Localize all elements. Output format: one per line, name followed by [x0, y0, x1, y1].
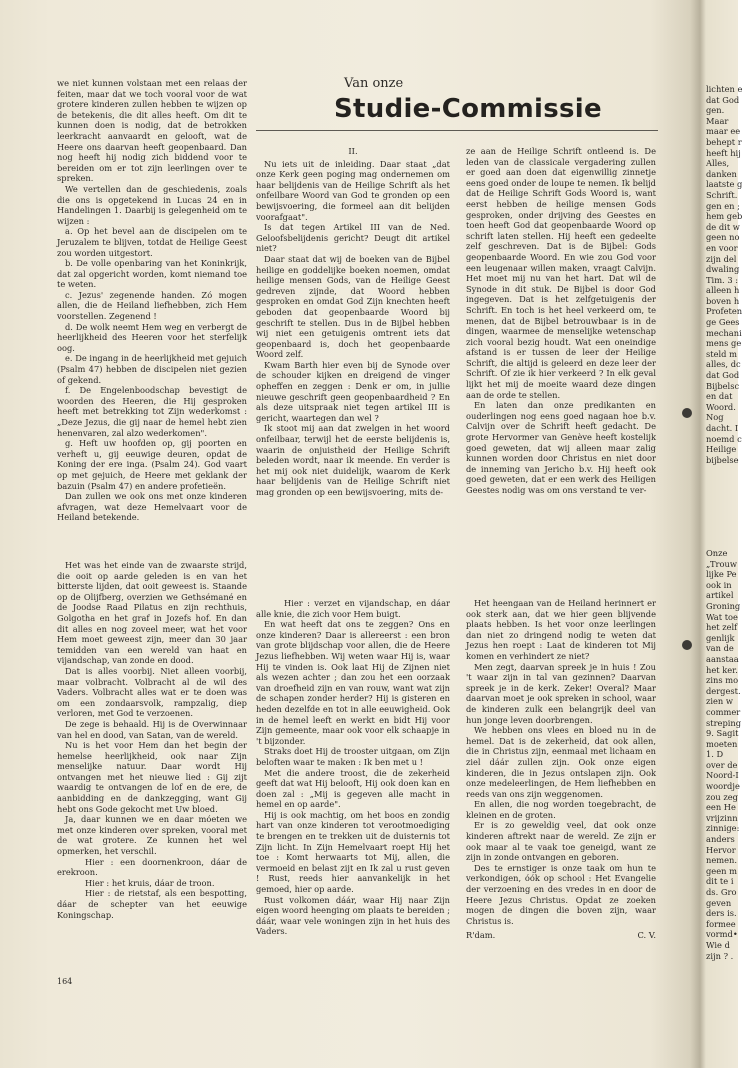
edge-line: behept r [706, 136, 742, 147]
edge-line: gen en ; [706, 200, 740, 211]
signature-place: R'dam. [466, 930, 496, 941]
column-5-text [466, 598, 656, 973]
section-number: II. [348, 146, 358, 156]
edge-line: 9. Sagit [706, 728, 739, 739]
contrast-line: Hier : een doornenkroon, dáar de erekroon. [57, 856, 247, 878]
edge-line: nemen. [706, 855, 738, 866]
edge-line: dwaling [706, 264, 740, 275]
edge-line: zijn del [706, 253, 737, 264]
edge-line: Bijbelsc [706, 380, 740, 391]
paragraph: Straks doet Hij de trooster uitgaan, om Zijn beloften waar te maken : Ik ben met u ! [256, 746, 450, 767]
column-4-text [256, 598, 450, 968]
edge-line: ds. Gro [706, 887, 737, 897]
paragraph: We vertellen dan de geschiedenis, zoals die ons is opgetekend in Lucas 24 en in Handelingen 1. Daarbij is gelegenheid om te wijzen : [57, 183, 247, 226]
edge-line: mechani [706, 327, 742, 338]
title-divider [256, 130, 658, 131]
paragraph: Het heengaan van de Heiland herinnert er ook sterk aan, dat we hier geen blijvende plaats hebben. Is het voor onze leerlingen dan niet zo dringend nodig te weten dat Jezus hen roept : Laat de kinderen tot Mij komen en verhindert ze niet? [466, 598, 656, 661]
edge-line: Woord. [706, 401, 736, 412]
edge-line: en dat [706, 391, 733, 402]
list-item: a. Op het bevel aan de discipelen om te Jeruzalem te blijven, totdat de Heilige Geest zou worden uitgestort. [57, 226, 247, 258]
edge-line: Schrift. [706, 189, 738, 200]
edge-line: zou zeg [706, 791, 738, 802]
edge-line: hem geb [706, 211, 742, 222]
contrast-line: Hier : het kruis, dáar de troon. [85, 877, 215, 888]
edge-line: dat God [706, 94, 740, 105]
edge-line: en voor [706, 242, 738, 253]
paragraph: Het was het einde van de zwaarste strijd, die ooit op aarde geleden is en van het bitterste lijden, dat ooit geweest is. Staande op de Olijfberg, overzien we Gethsémané en de Joodse Raad Pilatus en zijn rechthuis, Golgotha en het graf in Jozefs hof. En dan dit alles en nog zoveel meer, wat het voor Hem moet geweest zijn, meer dan 30 jaar temidden van een wereld van haat en vijandschap, van zonde en dood. [57, 560, 247, 666]
paragraph: En wat heeft dat ons te zeggen? Ons en onze kinderen? Daar is allereerst : een bron van grote blijdschap voor allen, die de Heere Jezus liefhebben. Wij weten waar Hij is, waar Hij te vinden is. Ook laat Hij de Zijnen niet als wezen achter ; dan zou het een oorzaak van droefheid zijn en van rouw, want wat zijn de schapen zonder herder? Hij is gisteren en heden dezelfde en tot in alle eeuwigheid. Ook in de hemel leeft en werkt en bidt Hij voor Zijn gemeente, maar ook voor elk schaapje in 't bijzonder. [256, 619, 450, 746]
list-item: d. De wolk neemt Hem weg en verbergt de heerlijkheid des Heeren voor het sterfelijk oog. [57, 321, 247, 353]
adjacent-page-fragment-top [706, 84, 742, 465]
paragraph: Is dat tegen Artikel III van de Ned. Geloofsbelijdenis gericht? Deugt dit artikel niet? [256, 222, 450, 254]
paragraph: Dan zullen we ook ons met onze kinderen afvragen, wat deze Hemelvaart voor de Heiland betekende. [57, 491, 247, 523]
edge-line: maar ee [706, 126, 741, 137]
edge-line: „Trouw [706, 558, 737, 569]
edge-line: zien w [706, 696, 734, 707]
edge-line: het zelf [706, 622, 738, 633]
edge-line: dacht. I [706, 423, 739, 433]
edge-line: artikel [706, 590, 734, 601]
edge-line: Alles, [706, 158, 730, 169]
paragraph: we niet kunnen volstaan met een relaas der feiten, maar dat we toch vooral voor de wat grotere kinderen zullen hebben te wijzen op de betekenis, die dit alles heeft. Om dit te kunnen doen is nodig, dat de betrokken leerkracht aanvaardt en gelooft, wat de Heere ons daarvan heeft geopenbaard. Dan nog heeft hij nodig zich biddend voor te bereiden om er tot zijn leerlingen over te spreken. [57, 78, 247, 184]
edge-line: lijke Pe [706, 569, 737, 580]
paragraph: Ja, daar kunnen we en daar móeten we met onze kinderen over spreken, vooral met de wat grotere. Ze kunnen het wel opmerken, het verschil. [57, 814, 247, 857]
contrast-line: Hier : de rietstaf, als een bespotting, dáar de schepter van het eeuwige Koningschap. [57, 888, 247, 920]
edge-line: van de [706, 643, 734, 654]
edge-line: gen. [706, 105, 725, 116]
edge-line: vrijzinn [706, 812, 738, 823]
list-item: c. Jezus' zegenende handen. Zó mogen allen, die de Heiland liefhebben, zich Hem voorstellen. Zegenend ! [57, 289, 247, 322]
binding-hole-icon [682, 640, 692, 650]
paragraph: En laten dan onze predikanten en ouderlingen nog eens goed nagaan hoe b.v. Calvijn over de Schrift heeft gedacht. De grote Hervormer van Genève heeft kostelijk goed geweten, dat wij alleen maar zalig kunnen worden door Christus en niet door de inneming van Jericho b.v. Hij heeft ook goed geweten, dat er een werk des Heiligen Geestes nodig was om ons verstand te ver- [466, 400, 656, 495]
paragraph: Nu is het voor Hem dan het begin der hemelse heerlijkheid, ook naar Zijn menselijke natuur. Daar wordt Hij ontvangen met het nieuwe lied : Gij zijt waardig te ontvangen de lof en de ere, de aanbidding en de dankzegging, want Gij hebt ons Gode gekocht met Uw bloed. [57, 740, 247, 814]
edge-line: anders [706, 834, 735, 845]
edge-line: moeten [706, 738, 738, 749]
edge-line: Wie d [706, 939, 730, 950]
edge-line: streping [706, 717, 742, 728]
edge-line: dit te i [706, 876, 734, 887]
column-3-text [466, 146, 656, 566]
edge-line: zins mo [706, 675, 739, 686]
paragraph: Nu iets uit de inleiding. Daar staat „dat onze Kerk geen poging mag ondernemen om haar belijdenis van de Heilige Schrift als het onfeilbare Woord van God te gronden op een bewijsvoering, die formeel aan dit belijden voorafgaat". [256, 158, 450, 222]
edge-line: Groning [706, 600, 741, 611]
signature-initials: C. V. [637, 930, 656, 941]
paragraph: Kwam Barth hier even bij de Synode over de schouder kijken en dreigend de vinger opheffen en zeggen : Denk er om, in jullie nieuwe geschrift geen geopenbaardheid ? En als deze uitspraak niet tegen artikel III is gericht, waartegen dan wel ? [256, 359, 450, 423]
edge-line: Tim. 3 : [706, 274, 739, 285]
edge-line: boven h [706, 295, 740, 306]
paragraph: Ik stoot mij aan dat zwelgen in het woord onfeilbaar, terwijl het de eerste belijdenis is, waarin de onjuistheid der Heilige Schrift beleden wordt, naar ik meende. En verder is het mij ook niet duidelijk, waarom de Kerk haar belijdenis van de Heilige Schrift niet mag gronden op een bewijsvoering, mits de- [256, 423, 450, 497]
edge-line: over de [706, 759, 738, 770]
edge-line: vormd• [706, 929, 738, 940]
paragraph: Des te ernstiger is onze taak om hun te verkondigen, óók op school : Het Evangelie der verzoening en des vredes in en door de Heere Jezus Christus. Opdat ze zoeken mogen de dingen die boven zijn, waar Christus is. [466, 862, 656, 926]
edge-line: dergest. [706, 685, 741, 696]
edge-line: zijn ? . [706, 950, 734, 961]
binding-hole-icon [682, 408, 692, 418]
edge-line: Profeten [706, 306, 742, 317]
edge-line: Wat toe [706, 611, 738, 622]
page-number: 164 [57, 977, 73, 986]
list-item: g. Heft uw hoofden op, gij poorten en verheft u, gij eeuwige deuren, opdat de Koning der ere inga. (Psalm 24). God vaart op met gejuich, de Heere met geklank der bazuin (Psalm 47) en andere profetieën. [57, 438, 247, 491]
contrast-line: Hier : verzet en vijandschap, en dáar alle knie, die zich voor Hem buigt. [256, 598, 450, 619]
edge-line: Noord-I [706, 770, 739, 781]
edge-line: formee [706, 918, 736, 929]
edge-line: Nog [706, 412, 724, 423]
paragraph: De zege is behaald. Hij is de Overwinnaar van hel en dood, van Satan, van de wereld. [57, 718, 247, 740]
edge-line: woordje [706, 781, 740, 792]
edge-line: danken [706, 168, 737, 179]
edge-line: genlijk [706, 632, 735, 643]
column-1-lower-text [57, 560, 247, 980]
paragraph: Men zegt, daarvan spreek je in huis ! Zou 't waar zijn in tal van gezinnen? Daarvan spreek je in de kerk. Zeker! Overal? Maar daarvan moet je ook spreken in school, waar de kinderen zulk een belangrijk deel van hun jonge leven doorbrengen. [466, 661, 656, 725]
edge-line: het ker. [706, 664, 738, 675]
adjacent-page-fragment-bottom [706, 548, 740, 968]
edge-line: alles, dc [706, 359, 741, 370]
paragraph: Met die andere troost, die de zekerheid geeft dat wat Hij belooft, Hij ook doen kan en doen zal : „Mij is gegeven alle macht in hemel en op aarde". [256, 767, 450, 810]
list-item: e. De ingang in de heerlijkheid met gejuich (Psalm 47) hebben de discipelen niet gezien of gekend. [57, 353, 247, 385]
edge-line: Heilige [706, 444, 737, 455]
edge-line: geven [706, 897, 732, 908]
paragraph: We hebben ons vlees en bloed nu in de hemel. Dat is de zekerheid, dat ook allen, die in Christus zijn, eenmaal met lichaam en ziel dáár zullen zijn. Ook onze eigen kinderen, die in Jezus ontslapen zijn. Ook onze medeleerlingen, de Hem liefhebben en reeds van ons zijn weggenomen. [466, 725, 656, 799]
edge-line: ge Gees [706, 317, 740, 328]
edge-line: commer [706, 706, 741, 717]
column-2-text [256, 146, 450, 566]
edge-line: heeft hij [706, 147, 741, 158]
edge-line: de dit w [706, 221, 740, 232]
list-item: f. De Engelenboodschap bevestigt de woorden des Heeren, die Hij gesproken heeft met betrekking tot Zijn wederkomst : „Deze Jezus, die gij naar de hemel hebt zien henenvaren, zal alzo wederkomen". [57, 385, 247, 438]
column-kicker: Van onze [344, 76, 404, 91]
edge-line: dat God [706, 370, 740, 381]
edge-line: Maar [706, 115, 729, 126]
paragraph: ze aan de Heilige Schrift ontleend is. De leden van de classicale vergadering zullen er goed aan doen dat eigenwillig zinnetje eens goed onder de loupe te nemen. Ik belijd dat de Heilige Schrift Gods Woord is, want eerst hebben de heilige mensen Gods gesproken, onder drijving des Geestes en toen heeft God dat geopenbaarde Woord op schrift laten stellen. Hij heeft een gedeelte zelf geschreven. Dat is de Bijbel: Gods geopenbaarde Woord. En wie zou God voor een leugenaar willen maken, vraagt Calvijn. Het moet mij nu van het hart. Dat wil de Synode in dit stuk. De Bijbel is door God ingegeven. Dat is het zelfgetuigenis der Schrift. En toch is het heel verkeerd om, te menen, dat de Bijbel betrouwbaar is in de dingen, waarmee de menselijke wetenschap zich vooral bezig houdt. Wat een oneindige afstand is er tussen de leer der Heilige Schrift, die altijd is geleerd en deze leer der Schrift. Of zie ik hier verkeerd ? In elk geval lijkt het mij de moeite waard deze dingen aan de orde te stellen. [466, 146, 656, 400]
edge-line: zinnige: [706, 823, 740, 834]
edge-line: bijbelse [706, 454, 739, 465]
page-title: Studie-Commissie [334, 94, 602, 124]
list-item: b. De volle openbaring van het Koninkrijk, dat zal opgericht worden, komt niemand toe te weten. [57, 258, 247, 290]
edge-line: geen no [706, 232, 740, 243]
edge-line: ders is. [706, 908, 737, 919]
edge-line: ook in [706, 579, 732, 590]
edge-line: steld m [706, 348, 737, 359]
edge-line: mens ge [706, 338, 742, 349]
paragraph: Rust volkomen dáár, waar Hij naar Zijn eigen woord heenging om plaats te bereiden ; dáár, waar vele woningen zijn in het huis des Vaders. [256, 894, 450, 937]
edge-line: 1. D [706, 749, 724, 760]
paragraph: Er is zo geweldig veel, dat ook onze kinderen aftrekt naar de wereld. Ze zijn er ook maar al te vaak toe geneigd, want ze zijn in zonde ontvangen en geboren. [466, 820, 656, 863]
edge-line: een He [706, 802, 736, 813]
paragraph: Daar staat dat wij de boeken van de Bijbel heilige en goddelijke boeken noemen, omdat heilige mensen Gods, van de Heilige Geest gedreven zijnde, dat Woord hebben gesproken en omdat God Zijn knechten heeft geboden dat geopenbaarde Woord bij geschrift te stellen. Dus in de Bijbel hebben wij niet een getuigenis omtrent iets dat geopenbaard is, doch het geopenbaarde Woord zelf. [256, 253, 450, 360]
edge-line: alleen h [706, 285, 740, 296]
edge-line: Hervor [706, 844, 736, 855]
signature-line [466, 930, 656, 941]
edge-line: lichten e [706, 84, 742, 94]
edge-line: Onze [706, 548, 728, 558]
paragraph: Hij is ook machtig, om het boos en zondig hart van onze kinderen tot verootmoediging te brengen en te trekken uit de duisternis tot Zijn licht. In Zijn Hemelvaart roept Hij het toe : Komt herwaarts tot Mij, allen, die vermoeid en belast zijt en Ik zal u rust geven ! Rust, reeds hier aanvankelijk in het gemoed, hier op aarde. [256, 809, 450, 895]
edge-line: geen m [706, 865, 737, 876]
edge-line: aanstaa [706, 653, 739, 664]
edge-line: laatste g [706, 179, 742, 190]
column-1-text [57, 78, 247, 598]
paragraph: Dat is alles voorbij. Niet alleen voorbij, maar volbracht. Volbracht al de wil des Vaders. Volbracht alles wat er te doen was om een zondaarsvolk, rampzalig, diep verloren, met God te verzoenen. [57, 665, 247, 719]
edge-line: noemd c [706, 433, 742, 444]
paragraph: En allen, die nog worden toegebracht, de kleinen en de groten. [466, 799, 656, 820]
